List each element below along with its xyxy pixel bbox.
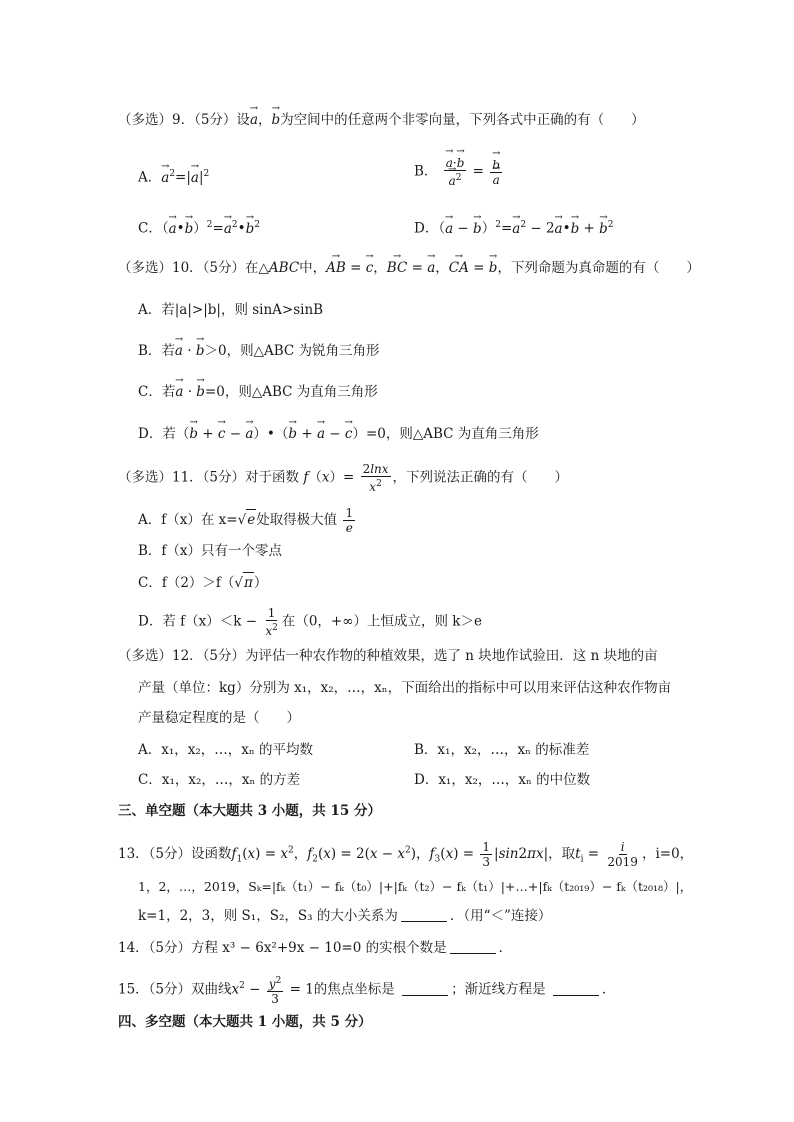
q12-option-d: D．x₁，x₂，…，xₙ 的中位数 <box>414 772 591 788</box>
q12-option-a: A．x₁，x₂，…，xₙ 的平均数 <box>138 742 314 758</box>
q11-stem: （多选）11．（5分）对于函数 f（x）= $\frac{2\ln x}{x^2}$ ，下列说法正确的有（ ） <box>118 462 569 494</box>
q13-line2: 1，2，…，2019，Sₖ=|fₖ（t₁）− fₖ（t₀）|+|fₖ（t₂）− fₖ（t₁）|+…+|fₖ（t₂₀₁₉）− fₖ（t₂₀₁₈）|， <box>138 879 693 894</box>
q13-line1: 13．（5分）设函数$f_1(x) = x^2$，$f_2(x) = 2(x - x^2)$，$f_3(x)$ = $\frac{1}{3}$ |sin2πx|，取$t_i$ = $\frac{i}{2019}$ ，i=0， <box>118 840 694 869</box>
q12-line3: 产量稳定程度的是（ ） <box>138 710 300 726</box>
q14: 14．（5分）方程 x³ − 6x²+9x − 10=0 的实根个数是 ． <box>118 940 513 956</box>
section-3-heading: 三、单空题（本大题共 3 小题，共 15 分） <box>118 803 381 819</box>
q13-answer-blank[interactable] <box>401 921 447 922</box>
q15: 15．（5分）双曲线$x^2$ − $\frac{y^2}{3}$ = 1的焦点坐标是 ；渐近线方程是 ． <box>118 976 616 1006</box>
q10-option-b: B．若→ a · → b＞0，则△ABC 为锐角三角形 <box>138 341 380 361</box>
q12-option-b: B．x₁，x₂，…，xₙ 的标准差 <box>414 742 590 758</box>
q10-option-a: A．若|a|>|b|，则 sinA>sinB <box>138 302 324 318</box>
q15-asymptote-blank[interactable] <box>553 995 599 996</box>
section-4-heading: 四、多空题（本大题共 1 小题，共 5 分） <box>118 1014 372 1030</box>
q10-option-c: C．若→ a · → b=0，则△ABC 为直角三角形 <box>138 382 378 402</box>
q10-stem: （多选）10．（5分）在△ABC中，→ AB = → c，→ BC = → a，→ CA = → b，下列命题为真命题的有（ ） <box>118 258 700 278</box>
q9-option-a: A．→ $a^2=|\to a|^2$ <box>138 164 209 188</box>
q12-line1: （多选）12．（5分）为评估一种农作物的种植效果，选了 n 块地作试验田．这 n 块地的亩 <box>118 648 658 664</box>
q11-option-a: A．f（x）在 x=√e处取得极大值 $\frac{1}{e}$ <box>138 506 354 535</box>
q9-option-b: B． → a·→ b → $a^2$ = → b → a <box>414 156 504 188</box>
q14-answer-blank[interactable] <box>450 953 496 954</box>
q9-option-c: C．（→ a•→ $b)^2=\to a^2•\to b^2$ <box>138 215 260 239</box>
q9-option-d: D．（→ a − → $b)^2=\to a^2 - 2\to$ a•→ b + → $b^2$ <box>414 215 614 239</box>
q11-option-d: D．若 f（x）＜k − $\frac{1}{x^2}$ 在（0，+∞）上恒成立，则 k＞e <box>138 606 482 638</box>
q12-line2: 产量（单位：kg）分别为 x₁，x₂，…，xₙ，下面给出的指标中可以用来评估这种农作物亩 <box>138 680 672 696</box>
q10-option-d: D．若（→ b + → c − → a）•（→ b + → a − → c）=0，则△ABC 为直角三角形 <box>138 424 539 444</box>
q13-line3: k=1，2，3，则 S₁，S₂，S₃ 的大小关系为 ．（用“＜”连接） <box>138 908 552 924</box>
q15-foci-blank[interactable] <box>402 995 448 996</box>
q11-option-b: B．f（x）只有一个零点 <box>138 543 283 559</box>
vector-a: → a <box>250 110 258 130</box>
q11-option-c: C．f（2）＞f（√π） <box>138 572 267 593</box>
q12-option-c: C．x₁，x₂，…，xₙ 的方差 <box>138 772 301 788</box>
vector-b: → b <box>272 110 281 130</box>
q9-stem: （多选）9．（5分）设→ a，→ b为空间中的任意两个非零向量，下列各式中正确的有（ ） <box>118 110 645 130</box>
